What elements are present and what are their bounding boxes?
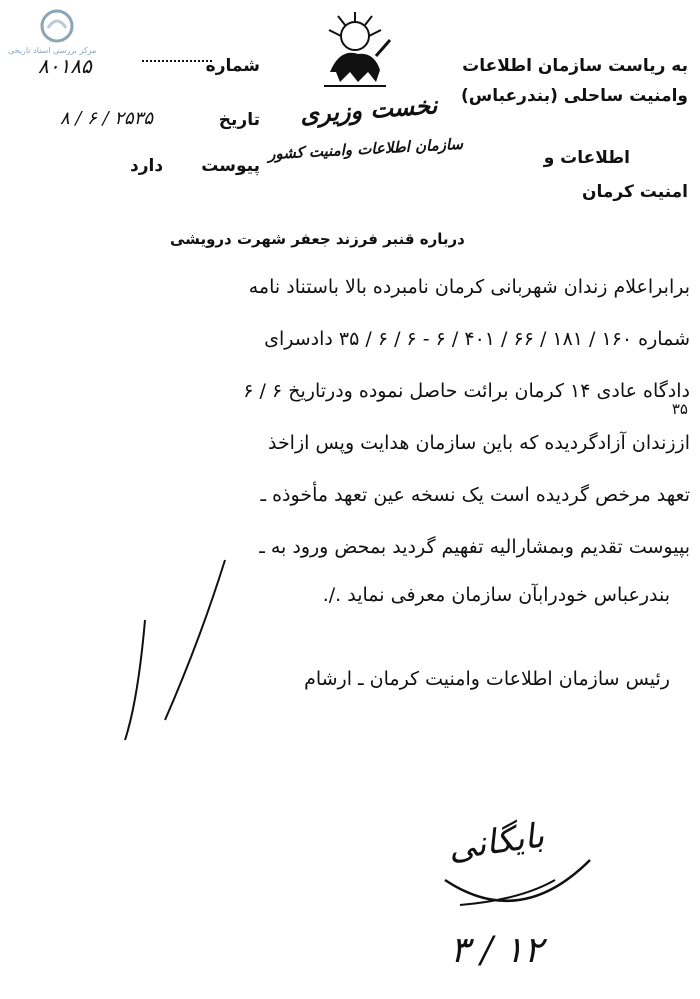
- body-line-6: بپیوست تقدیم وبمشارالیه تفهیم گردید بمحض ورود به ـ: [259, 536, 690, 558]
- signature-line: رئیس سازمان اطلاعات وامنیت کرمان ـ ارشام: [304, 668, 670, 690]
- letter-date-value: ۸ / ۶ / ۲۵۳۵: [60, 108, 154, 129]
- archive-logo-icon: [30, 6, 84, 46]
- body-line-3: دادگاه عادی ۱۴ کرمان برائت حاصل نموده ودرتاریخ ۶ / ۶: [243, 380, 690, 402]
- header-recipient-line-2: وامنیت ساحلی (بندرعباس): [461, 86, 688, 106]
- letter-number-dots: [142, 60, 212, 62]
- letter-attachment-value: دارد: [130, 156, 164, 176]
- letterhead-subtitle: سازمان اطلاعات وامنیت کشور: [267, 134, 464, 164]
- letter-date-label: تاریخ: [218, 110, 260, 130]
- letter-attachment-label: پیوست: [201, 156, 260, 176]
- body-line-5: تعهد مرخص گردیده است یک نسخه عین تعهد مأخوذه ـ: [260, 484, 690, 506]
- handwritten-note: بایگانی: [445, 815, 547, 869]
- header-recipient-line-3: اطلاعات و: [543, 148, 630, 168]
- header-recipient-line-1: به ریاست سازمان اطلاعات: [462, 56, 688, 76]
- archive-logo-label: مرکز بررسی اسناد تاریخی: [8, 46, 97, 55]
- header-recipient-line-4: امنیت کرمان: [581, 182, 688, 202]
- body-line-1: برابراعلام زندان شهربانی کرمان نامبرده بالا باستناد نامه: [248, 276, 690, 298]
- letter-subject: درباره قنبر فرزند جعفر شهرت درویشی: [170, 230, 465, 248]
- handwritten-date: ۳ / ۱۲: [450, 930, 544, 971]
- letter-number-value: ۸۰۱۸۵: [38, 54, 92, 78]
- archive-logo: [8, 6, 98, 61]
- body-line-4: اززندان آزادگردیده که باین سازمان هدایت وپس ازاخذ: [267, 432, 690, 454]
- letter-date-row: [60, 110, 260, 138]
- lion-and-sun-emblem: [310, 10, 400, 90]
- body-line-7: بندرعباس خودرابآن سازمان معرفی نماید ./.: [322, 584, 670, 606]
- letter-number-label: شماره: [205, 56, 260, 76]
- letter-number-row: [30, 56, 260, 84]
- body-margin-note: ۳۵: [671, 400, 688, 418]
- letterhead-title: نخست وزیری: [299, 90, 439, 129]
- body-line-2: شماره ۱۶۰ / ۱۸۱ / ۶۶ / ۴۰۱ / ۶ - ۶ / ۶ / ۳۵ دادسرای: [264, 328, 690, 350]
- letter-attachment-row: [130, 156, 260, 184]
